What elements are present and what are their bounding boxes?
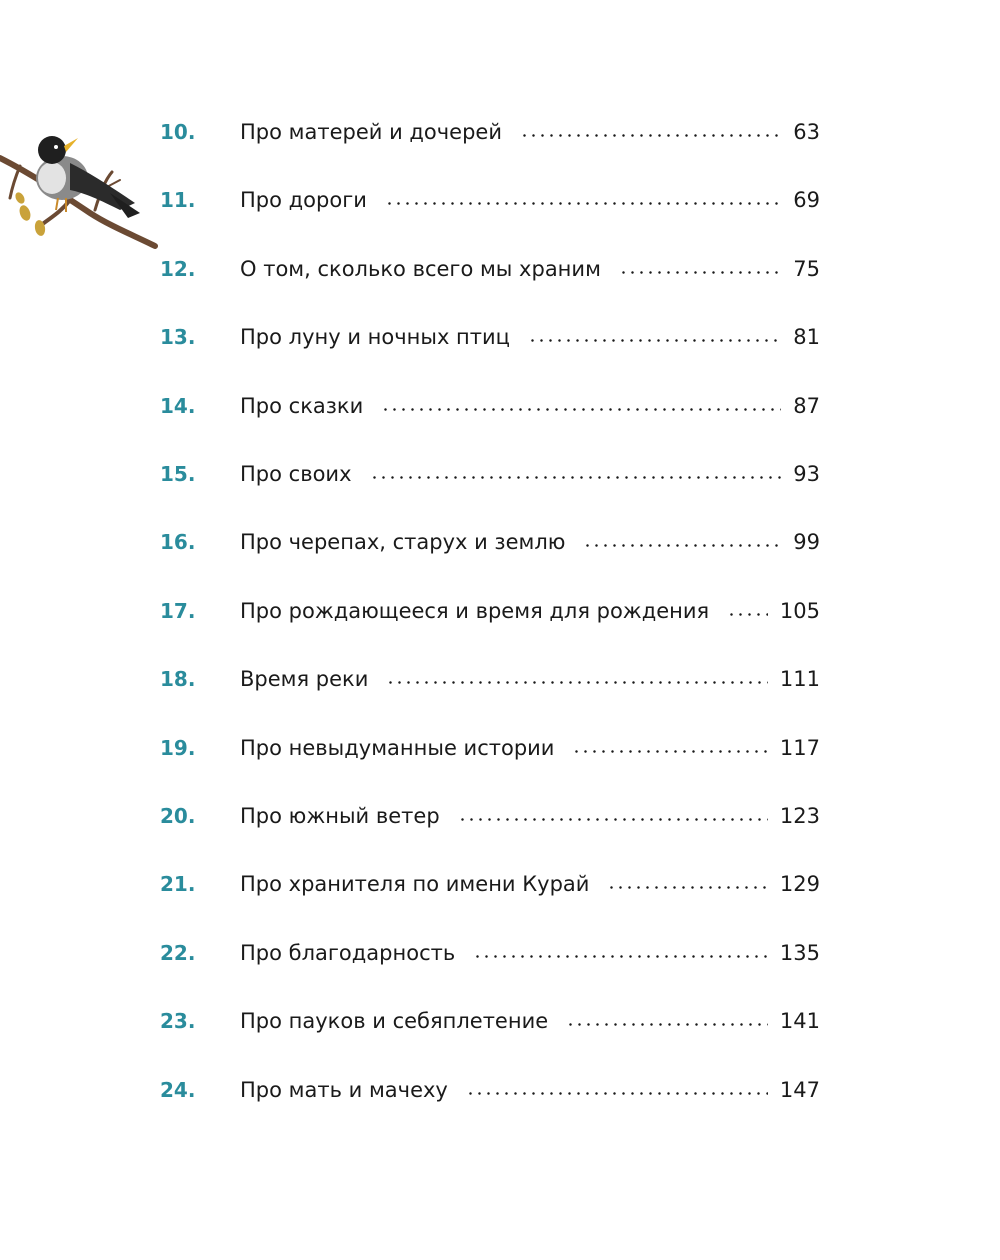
chapter-number: 14. bbox=[160, 393, 196, 418]
toc-entry bbox=[0, 452, 1000, 492]
toc-entry bbox=[0, 178, 1000, 218]
toc-entry bbox=[0, 384, 1000, 424]
toc-entry bbox=[0, 315, 1000, 355]
toc-entry bbox=[0, 726, 1000, 766]
page-number: 75 bbox=[793, 256, 820, 281]
chapter-number: 16. bbox=[160, 530, 196, 555]
chapter-title: Про рождающееся и время для рождения bbox=[240, 599, 723, 623]
dot-leader bbox=[458, 818, 768, 821]
toc-entry bbox=[0, 794, 1000, 834]
dot-leader bbox=[528, 339, 781, 342]
chapter-number: 21. bbox=[160, 872, 196, 897]
page-number: 135 bbox=[779, 940, 820, 965]
toc-entry bbox=[0, 110, 1000, 150]
page-number: 105 bbox=[779, 598, 820, 623]
chapter-title: Про хранителя по имени Курай bbox=[240, 872, 603, 896]
chapter-title: Про черепах, старух и землю bbox=[240, 530, 579, 554]
dot-leader bbox=[520, 134, 781, 137]
chapter-title: Про дороги bbox=[240, 188, 381, 212]
chapter-title: Про мать и мачеху bbox=[240, 1078, 462, 1102]
dot-leader bbox=[607, 886, 768, 889]
toc-entry bbox=[0, 999, 1000, 1039]
chapter-number: 17. bbox=[160, 598, 196, 623]
dot-leader bbox=[572, 750, 768, 753]
chapter-title: Про сказки bbox=[240, 394, 377, 418]
page-number: 93 bbox=[793, 462, 820, 486]
chapter-title: Про своих bbox=[240, 462, 366, 486]
chapter-number: 11. bbox=[160, 188, 196, 213]
toc-entry bbox=[0, 589, 1000, 629]
toc-entry bbox=[0, 657, 1000, 697]
dot-leader bbox=[473, 955, 768, 958]
page-number: 99 bbox=[793, 530, 820, 555]
dot-leader bbox=[619, 271, 781, 274]
toc-entry bbox=[0, 1068, 1000, 1108]
dot-leader bbox=[386, 681, 768, 684]
page-number: 141 bbox=[779, 1009, 820, 1034]
dot-leader bbox=[370, 476, 781, 479]
chapter-title: Про матерей и дочерей bbox=[240, 120, 516, 144]
page-number: 123 bbox=[779, 804, 820, 828]
page-number: 63 bbox=[793, 120, 820, 144]
chapter-number: 22. bbox=[160, 940, 196, 965]
chapter-title: Про пауков и себяплетение bbox=[240, 1009, 562, 1033]
dot-leader bbox=[385, 202, 781, 205]
chapter-number: 10. bbox=[160, 120, 196, 144]
chapter-number: 12. bbox=[160, 256, 196, 281]
page-number: 69 bbox=[793, 188, 820, 213]
page-number: 117 bbox=[779, 735, 820, 760]
chapter-title: Время реки bbox=[240, 667, 382, 691]
chapter-title: Про благодарность bbox=[240, 941, 469, 965]
chapter-number: 19. bbox=[160, 735, 196, 760]
page-number: 129 bbox=[779, 872, 820, 897]
chapter-number: 18. bbox=[160, 667, 196, 692]
page-number: 147 bbox=[779, 1077, 820, 1102]
dot-leader bbox=[566, 1023, 768, 1026]
dot-leader bbox=[727, 613, 768, 616]
toc-entry bbox=[0, 862, 1000, 902]
chapter-title: Про южный ветер bbox=[240, 804, 454, 828]
dot-leader bbox=[381, 408, 781, 411]
chapter-title: Про луну и ночных птиц bbox=[240, 325, 524, 349]
toc-entry bbox=[0, 520, 1000, 560]
dot-leader bbox=[583, 544, 781, 547]
chapter-number: 15. bbox=[160, 462, 196, 486]
toc-entry bbox=[0, 931, 1000, 971]
chapter-title: Про невыдуманные истории bbox=[240, 736, 568, 760]
chapter-title: О том, сколько всего мы храним bbox=[240, 257, 615, 281]
chapter-number: 20. bbox=[160, 804, 196, 828]
page-number: 81 bbox=[793, 325, 820, 350]
page-number: 111 bbox=[779, 667, 820, 692]
chapter-number: 23. bbox=[160, 1009, 196, 1034]
page-number: 87 bbox=[793, 393, 820, 418]
chapter-number: 13. bbox=[160, 325, 196, 350]
dot-leader bbox=[466, 1092, 768, 1095]
toc-entry bbox=[0, 247, 1000, 287]
chapter-number: 24. bbox=[160, 1077, 196, 1102]
